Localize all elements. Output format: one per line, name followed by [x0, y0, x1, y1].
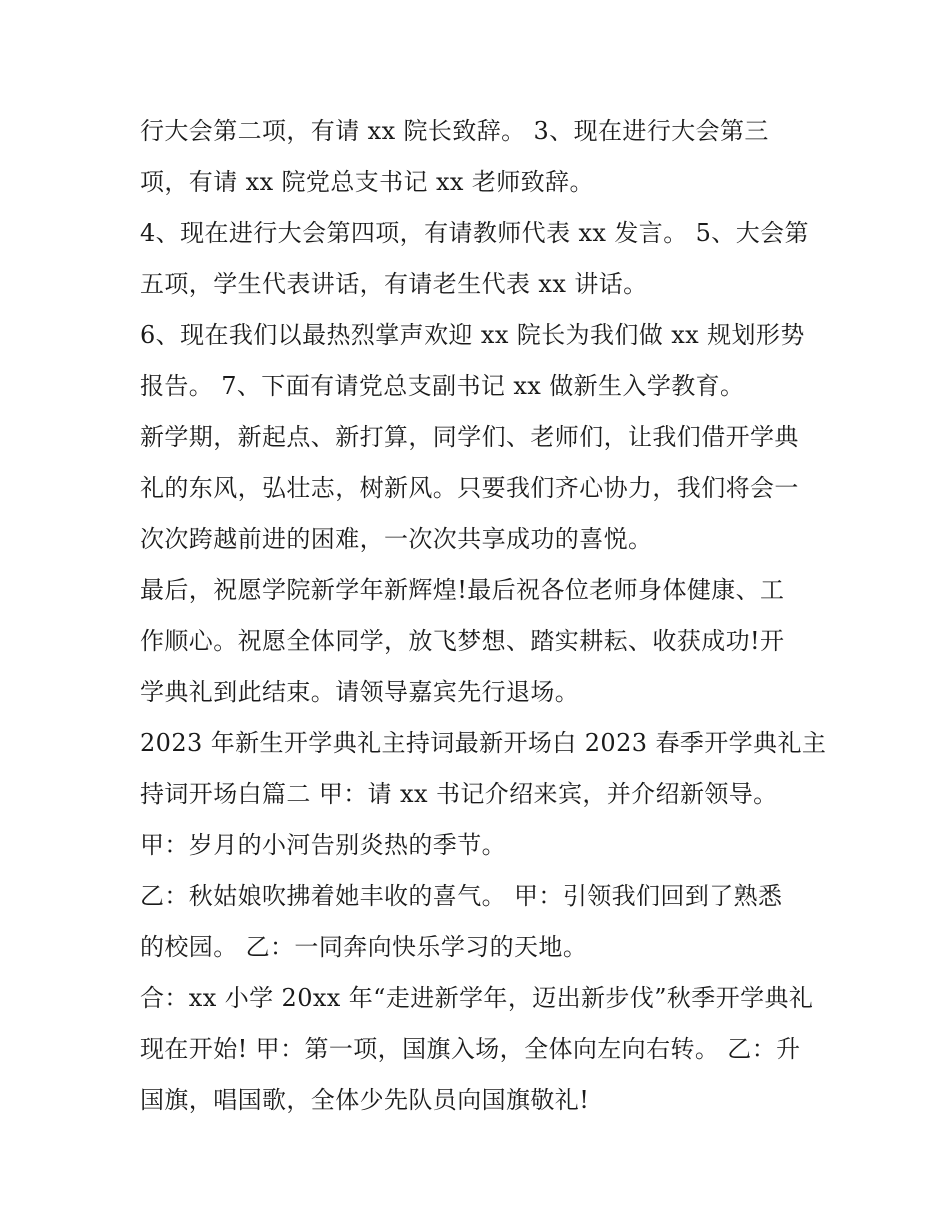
- text-line: 新学期，新起点、新打算，同学们、老师们，让我们借开学典: [140, 423, 799, 451]
- text-line: 学典礼到此结束。请领导嘉宾先行退场。: [140, 678, 580, 706]
- text-line: 作顺心。祝愿全体同学，放飞梦想、踏实耕耘、收获成功!开: [140, 627, 785, 655]
- text-line: 行大会第二项，有请 xx 院长致辞。 3、现在进行大会第三: [140, 117, 769, 145]
- text-line: 4、现在进行大会第四项，有请教师代表 xx 发言。 5、大会第: [140, 219, 809, 247]
- text-line: 甲：岁月的小河告别炎热的季节。: [140, 831, 506, 859]
- text-line: 持词开场白篇二 甲：请 xx 书记介绍来宾，并介绍新领导。: [140, 780, 778, 808]
- text-line: 2023 年新生开学典礼主持词最新开场白 2023 春季开学典礼主: [140, 729, 827, 757]
- text-line: 礼的东风，弘壮志，树新风。只要我们齐心协力，我们将会一: [140, 474, 799, 502]
- text-line: 次次跨越前进的困难，一次次共享成功的喜悦。: [140, 525, 653, 553]
- text-line: 项，有请 xx 院党总支书记 xx 老师致辞。: [140, 168, 594, 196]
- text-line: 合：xx 小学 20xx 年“走进新学年，迈出新步伐”秋季开学典礼: [140, 984, 814, 1012]
- text-line: 乙：秋姑娘吹拂着她丰收的喜气。 甲：引领我们回到了熟悉: [140, 882, 783, 910]
- text-line: 五项，学生代表讲话，有请老生代表 xx 讲话。: [140, 270, 648, 298]
- text-line: 报告。 7、下面有请党总支副书记 xx 做新生入学教育。: [140, 372, 745, 400]
- text-line: 的校园。 乙：一同奔向快乐学习的天地。: [140, 933, 588, 961]
- text-line: 最后，祝愿学院新学年新辉煌!最后祝各位老师身体健康、工: [140, 576, 785, 604]
- document-body: [140, 106, 830, 1126]
- text-line: 国旗，唱国歌，全体少先队员向国旗敬礼!: [140, 1086, 590, 1114]
- text-line: 6、现在我们以最热烈掌声欢迎 xx 院长为我们做 xx 规划形势: [140, 321, 805, 349]
- text-line: 现在开始! 甲：第一项，国旗入场，全体向左向右转。 乙：升: [140, 1035, 801, 1063]
